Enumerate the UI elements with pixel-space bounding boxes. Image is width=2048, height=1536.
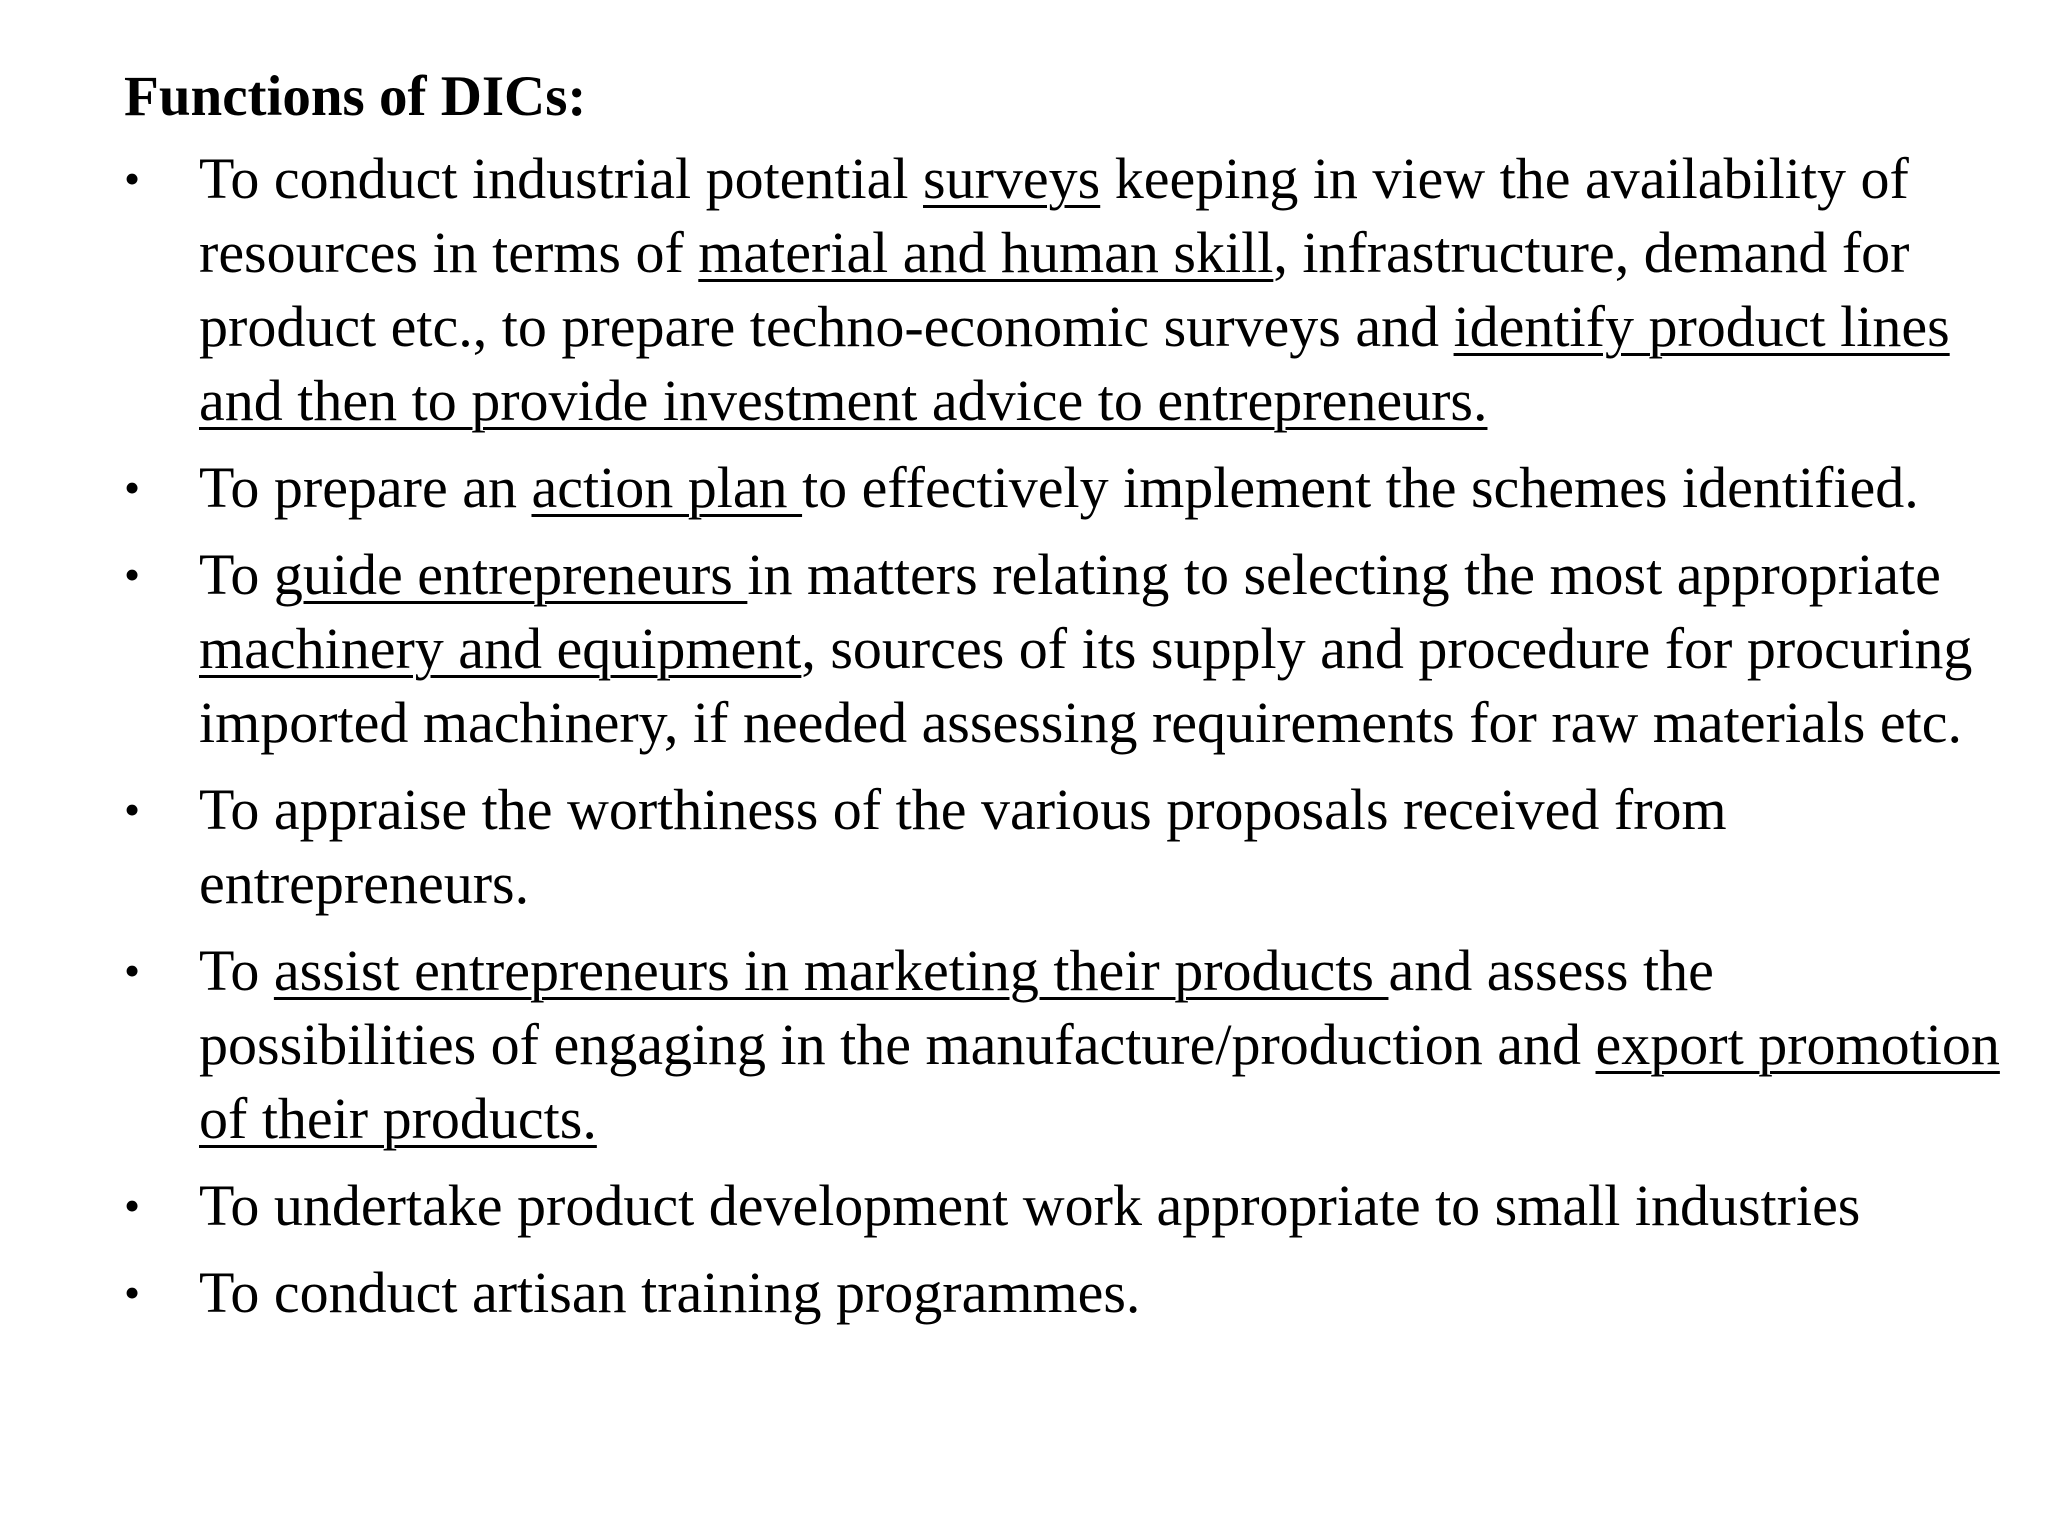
function-item	[124, 1256, 2004, 1330]
function-item	[124, 773, 2004, 921]
function-item-text	[199, 1260, 1140, 1325]
text-segment: , infrastructure, demand for product etc., to prepare techno-economic surveys and	[199, 220, 1910, 359]
slide-heading: Functions of DICs:	[124, 65, 587, 128]
function-item	[124, 451, 2004, 525]
text-segment: To appraise the worthiness of the various proposals received from entrepreneurs.	[199, 777, 1727, 916]
bullet-icon: •	[124, 945, 141, 996]
bullet-icon: •	[124, 153, 141, 204]
bullet-icon: •	[124, 549, 141, 600]
function-item-text	[199, 146, 1950, 433]
function-item-text	[199, 777, 1727, 916]
function-item-text	[199, 542, 1972, 755]
bullet-icon: •	[124, 784, 141, 835]
text-segment: , sources of its supply and procedure for procuring imported machinery, if needed assessing requirements for raw materials etc.	[199, 616, 1973, 755]
text-segment: To conduct industrial potential	[199, 146, 924, 211]
underlined-phrase: machinery and equipment	[199, 616, 802, 681]
function-item-text	[199, 455, 1919, 520]
underlined-phrase: material and human skill	[698, 220, 1274, 285]
text-segment: keeping in view the availability of resources in terms of	[199, 146, 1909, 285]
underlined-phrase: identify product lines and then to provide investment advice to entrepreneurs.	[199, 294, 1950, 433]
text-segment: in matters relating to selecting the most appropriate	[747, 542, 1941, 607]
text-segment: To undertake product development work appropriate to small industries	[199, 1173, 1861, 1238]
function-item	[124, 538, 2004, 760]
function-item	[124, 934, 2004, 1156]
bullet-icon: •	[124, 1267, 141, 1318]
underlined-phrase: guide entrepreneurs	[273, 542, 748, 607]
underlined-phrase: assist entrepreneurs in marketing their products	[273, 938, 1389, 1003]
bullet-icon: •	[124, 1180, 141, 1231]
underlined-phrase: surveys	[923, 146, 1101, 211]
function-item-text	[199, 1173, 1860, 1238]
text-segment: To prepare an	[199, 455, 532, 520]
function-list	[124, 142, 2004, 1343]
function-item	[124, 142, 2004, 438]
text-segment: To	[199, 938, 274, 1003]
text-segment: to effectively implement the schemes identified.	[802, 455, 1919, 520]
bullet-icon: •	[124, 462, 141, 513]
text-segment: To conduct artisan training programmes.	[199, 1260, 1141, 1325]
text-segment: and assess the possibilities of engaging in the manufacture/production and	[199, 938, 1714, 1077]
function-item-text	[199, 938, 2000, 1151]
function-item	[124, 1169, 2004, 1243]
underlined-phrase: action plan	[531, 455, 803, 520]
underlined-phrase: export promotion of their products.	[199, 1012, 2000, 1151]
text-segment: To	[199, 542, 274, 607]
